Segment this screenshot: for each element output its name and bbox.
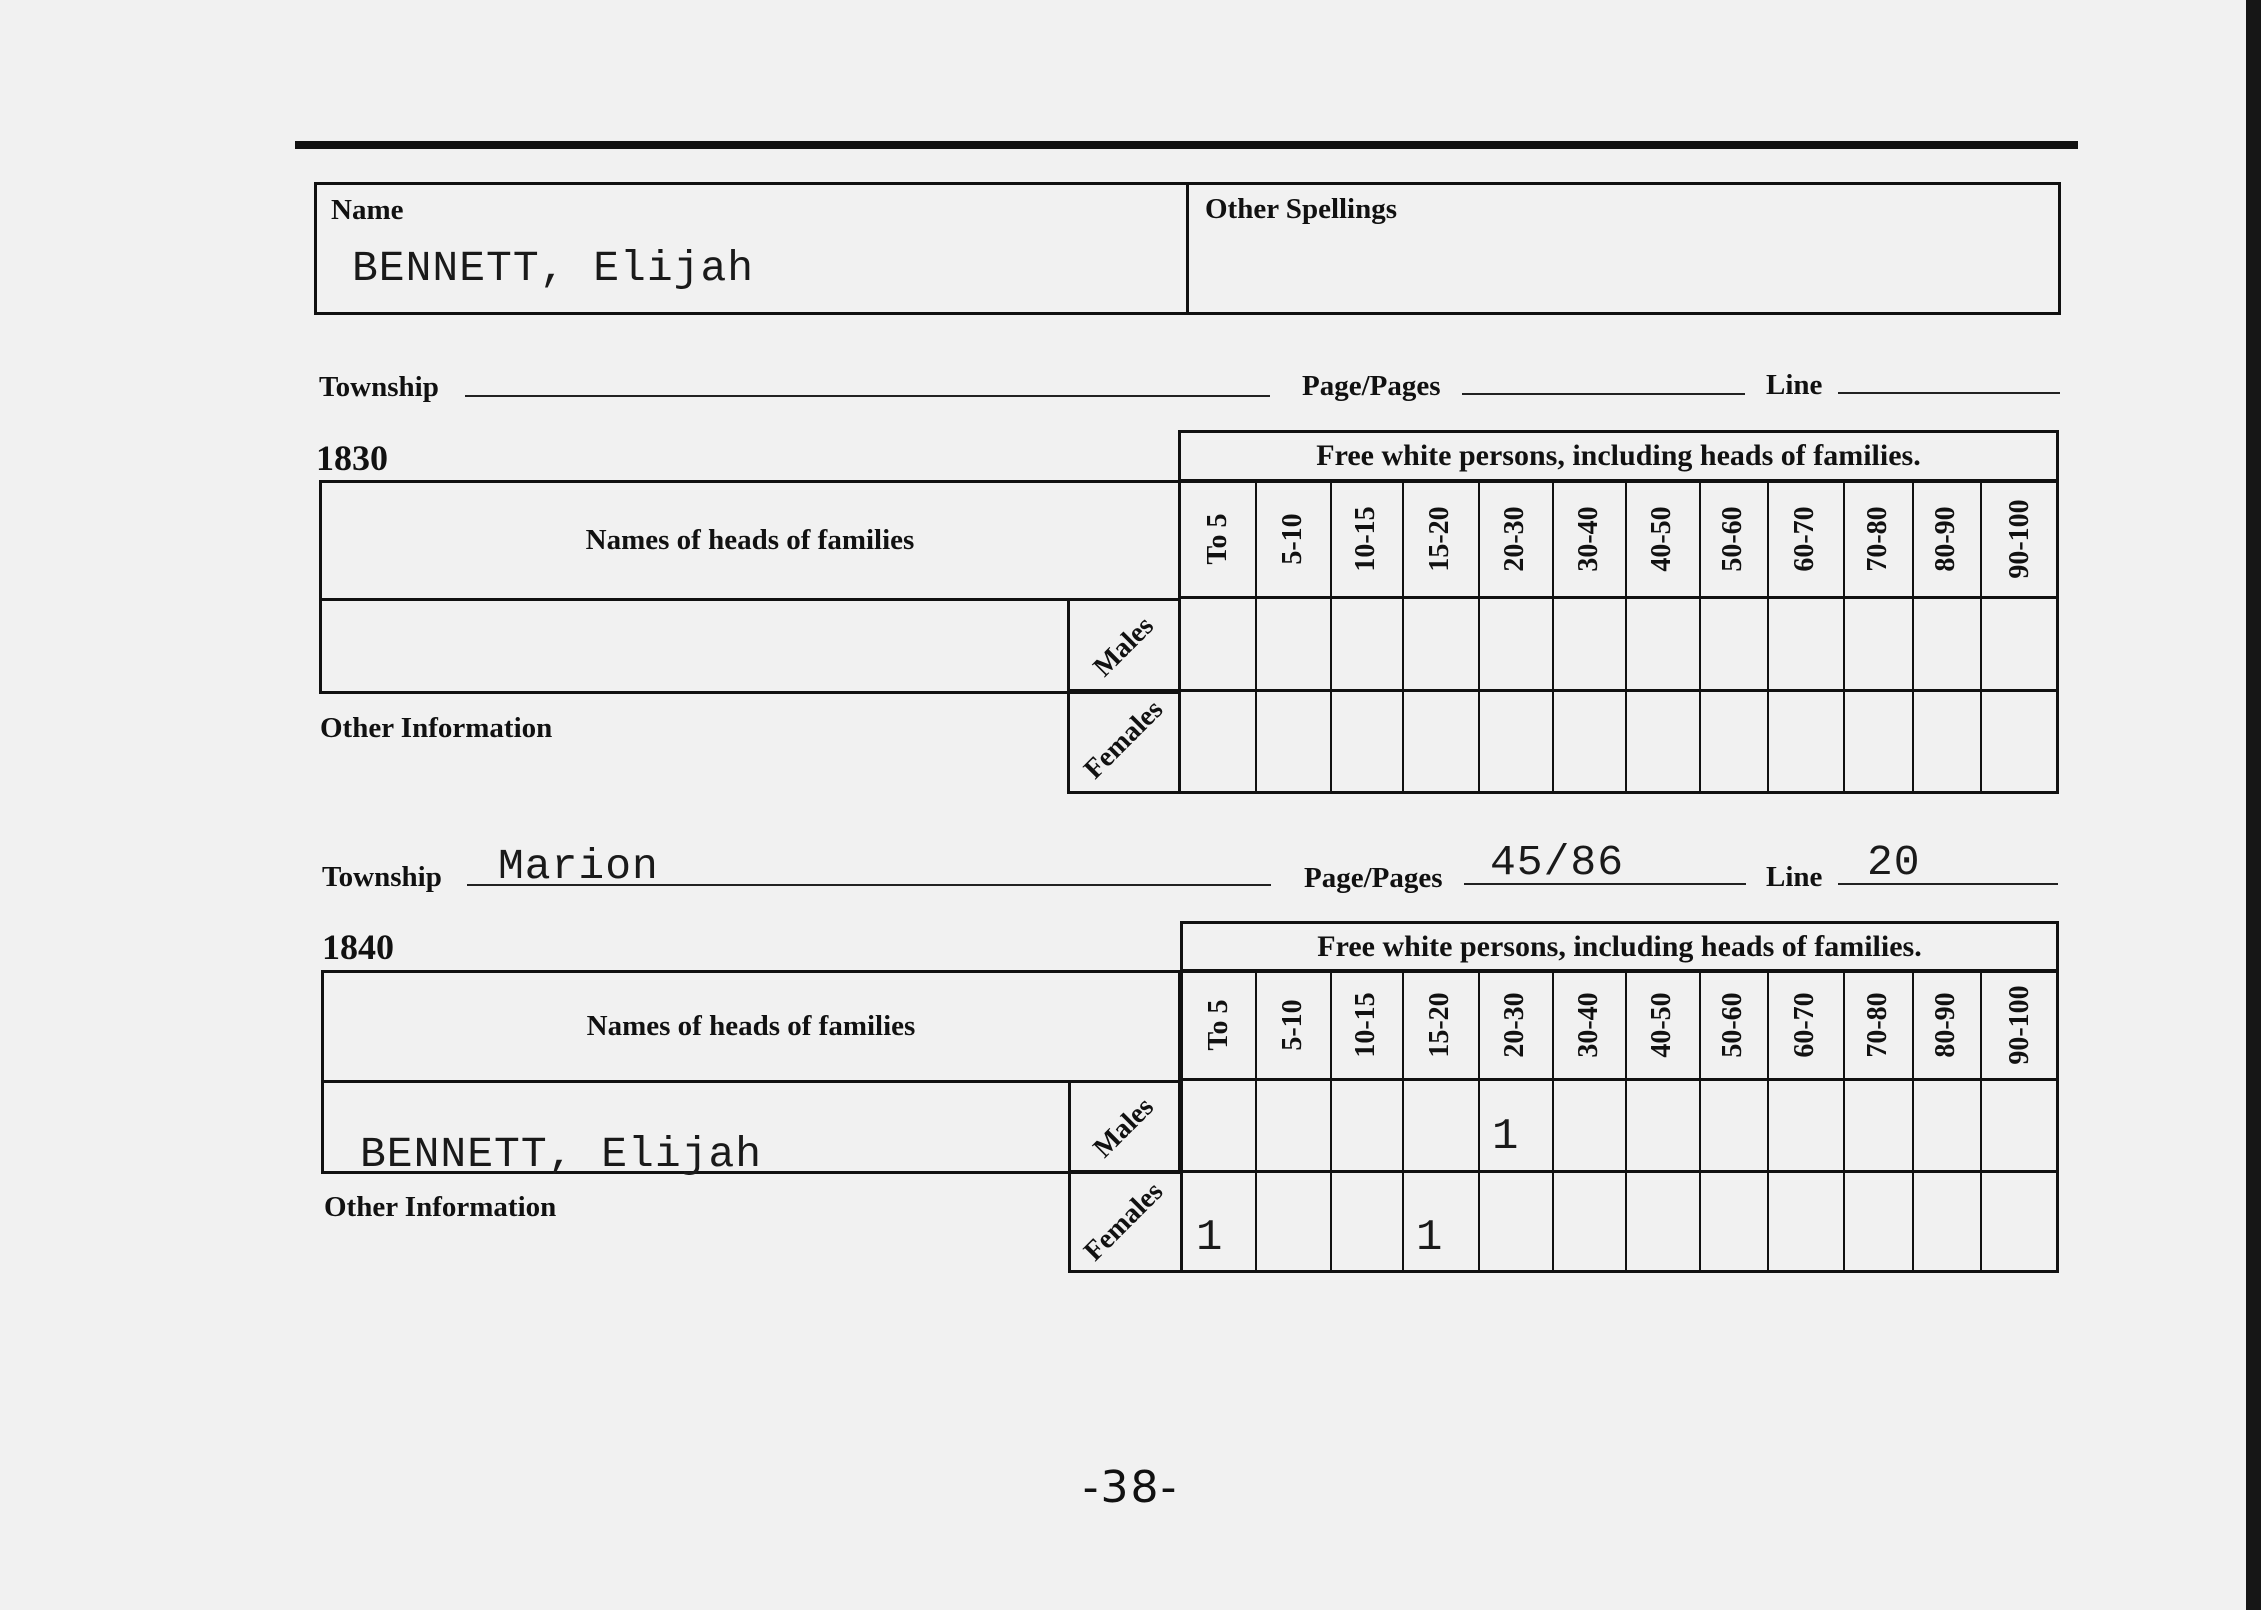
- age-col-label: 70-80: [1861, 506, 1893, 572]
- age-col-header: [1912, 972, 1980, 1078]
- males-bottom-1830: [1067, 689, 2059, 692]
- sex-col-left-1830: [1067, 598, 1070, 794]
- age-col-label: 10-15: [1350, 506, 1381, 572]
- line-label-1840: Line: [1766, 861, 1823, 893]
- age-col-label: 70-80: [1861, 992, 1893, 1058]
- age-col-header: [1330, 482, 1402, 596]
- top-rule: [295, 141, 2078, 149]
- sex-col-left-1840: [1068, 1080, 1071, 1273]
- other-info-label-1830: Other Information: [320, 712, 553, 744]
- head-of-family-1840: BENNETT, Elijah: [360, 1130, 763, 1179]
- age-col-label: 60-70: [1789, 992, 1820, 1058]
- age-col-label: 80-90: [1930, 992, 1961, 1058]
- age-col-label: 30-40: [1572, 992, 1604, 1058]
- free-white-header-1840: Free white persons, including heads of families.: [1180, 921, 2059, 972]
- page-value-1840: 45/86: [1490, 838, 1625, 887]
- age-col-header: [1255, 972, 1330, 1078]
- age-col-header: [1552, 482, 1625, 596]
- age-col-header: [1182, 972, 1255, 1078]
- age-col-label: 30-40: [1572, 506, 1604, 572]
- age-col-header: [1980, 972, 2059, 1078]
- age-col-header: [1843, 482, 1912, 596]
- names-header-1830: Names of heads of families: [585, 524, 915, 556]
- names-header-1840: Names of heads of families: [586, 1010, 916, 1042]
- age-col-label: 50-60: [1717, 506, 1748, 572]
- township-label-1840: Township: [322, 861, 442, 893]
- age-col-label: 5-10: [1276, 513, 1308, 565]
- females-label-1840: Females: [1078, 1176, 1170, 1268]
- line-value-1840: 20: [1867, 838, 1921, 887]
- age-col-header: [1699, 972, 1767, 1078]
- page-label-1830: Page/Pages: [1302, 370, 1441, 402]
- age-col-label: 90-100: [2003, 985, 2035, 1065]
- age-col-label: 40-50: [1646, 992, 1677, 1058]
- age-col-header: [1255, 482, 1330, 596]
- name-value: BENNETT, Elijah: [352, 244, 755, 293]
- age-col-label: 20-30: [1499, 506, 1530, 572]
- other-spellings-label: Other Spellings: [1205, 193, 1398, 225]
- age-col-label: 10-15: [1350, 992, 1381, 1058]
- age-col-header: [1767, 482, 1843, 596]
- page-number: -38-: [1082, 1462, 1179, 1513]
- age-col-label: 20-30: [1499, 992, 1530, 1058]
- females-count-cell: 1: [1416, 1213, 1443, 1263]
- age-col-header: [1478, 482, 1552, 596]
- year-1830: 1830: [316, 438, 388, 478]
- age-col-header: [1912, 482, 1980, 596]
- age-col-header: [1767, 972, 1843, 1078]
- age-col-header: [1402, 972, 1478, 1078]
- line-line-1830: [1838, 392, 2060, 394]
- free-white-header-1830: Free white persons, including heads of families.: [1178, 430, 2059, 482]
- page-edge: [2246, 0, 2261, 1610]
- name-label: Name: [331, 194, 404, 226]
- age-col-label: 90-100: [2003, 499, 2035, 579]
- township-label-1830: Township: [319, 371, 439, 403]
- age-col-label: 15-20: [1424, 506, 1455, 572]
- line-label-1830: Line: [1766, 369, 1823, 401]
- females-count-cell: 1: [1196, 1213, 1223, 1263]
- age-header-bottom-1830: [1178, 596, 2059, 599]
- age-col-header: [1843, 972, 1912, 1078]
- age-col-label: 15-20: [1424, 992, 1455, 1058]
- age-col-label: 5-10: [1276, 999, 1308, 1051]
- males-label-1830: Males: [1087, 610, 1160, 683]
- age-col-header: [1180, 482, 1255, 596]
- age-col-header: [1552, 972, 1625, 1078]
- age-col-label: 80-90: [1930, 506, 1961, 572]
- age-col-label: 60-70: [1789, 506, 1820, 572]
- age-col-header: [1625, 972, 1699, 1078]
- age-col-label: 50-60: [1717, 992, 1748, 1058]
- names-box-divider-1830: [319, 598, 1181, 601]
- age-col-label: To 5: [1201, 513, 1233, 565]
- males-bottom-1840: [1068, 1170, 2059, 1173]
- males-label-1840: Males: [1087, 1091, 1160, 1164]
- females-label-1830: Females: [1078, 694, 1170, 786]
- age-col-header: [1699, 482, 1767, 596]
- other-info-label-1840: Other Information: [324, 1191, 557, 1223]
- names-box-divider-1840: [321, 1080, 1181, 1083]
- age-col-header: [1330, 972, 1402, 1078]
- township-line-1830: [465, 395, 1270, 397]
- name-box-divider: [1186, 182, 1189, 315]
- age-col-label: 40-50: [1646, 506, 1677, 572]
- page-label-1840: Page/Pages: [1304, 862, 1443, 894]
- age-col-header: [1625, 482, 1699, 596]
- males-count-cell: 1: [1492, 1112, 1519, 1162]
- age-col-header: [1478, 972, 1552, 1078]
- page-line-1830: [1462, 393, 1745, 395]
- age-col-header: [1980, 482, 2059, 596]
- township-value-1840: Marion: [498, 842, 659, 891]
- age-col-label: To 5: [1202, 999, 1234, 1051]
- age-col-header: [1402, 482, 1478, 596]
- year-1840: 1840: [322, 927, 394, 967]
- age-header-bottom-1840: [1180, 1078, 2059, 1081]
